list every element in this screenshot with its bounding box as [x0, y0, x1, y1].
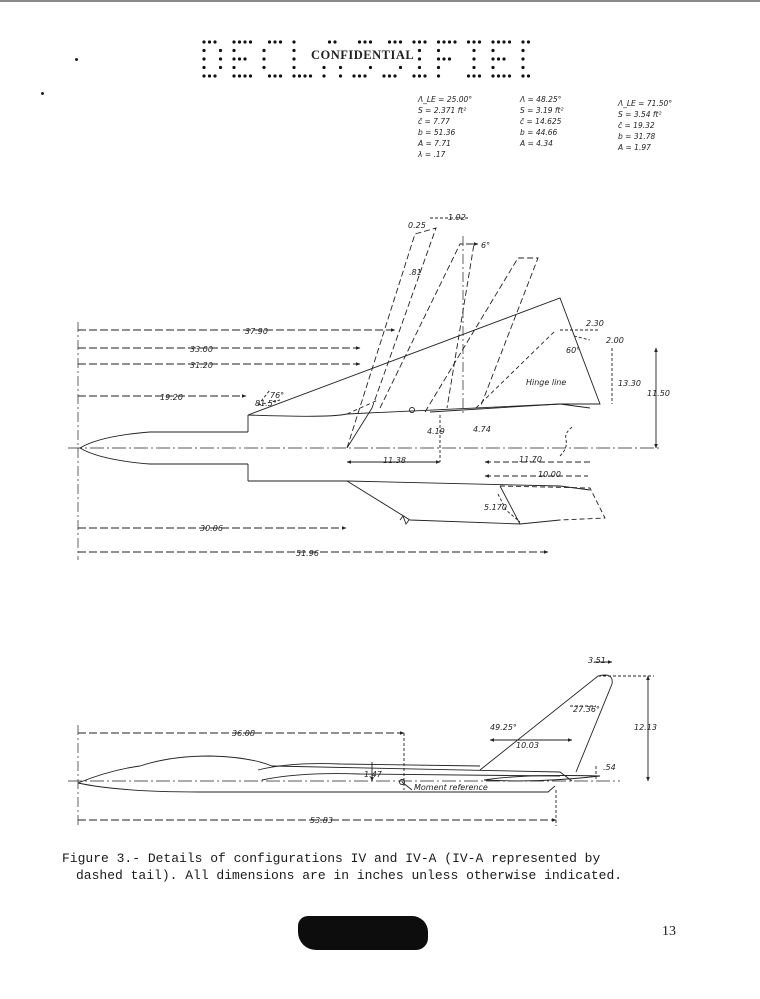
param: b = 31.78 — [618, 132, 656, 141]
figure-caption — [62, 850, 702, 884]
break-mark — [400, 516, 409, 524]
dim-label: 11.38 — [383, 456, 406, 465]
dim-label: 13.30 — [618, 379, 641, 388]
tail-outline-1 — [347, 228, 436, 448]
hinge-line — [476, 330, 556, 408]
plan-view — [68, 218, 660, 560]
dim-label: 1.47 — [364, 770, 382, 779]
param: c̄ = 7.77 — [418, 117, 450, 126]
fuselage-top — [248, 404, 590, 416]
dim-label: 10.03 — [516, 741, 539, 750]
param: c̄ = 14.625 — [520, 117, 562, 126]
moment-leader — [402, 782, 412, 790]
dim-label: 27.36° — [573, 705, 600, 714]
caption-line-1: Figure 3.- Details of configurations IV and IV-A (IV-A represented by — [62, 851, 601, 866]
dim-label: 10.00 — [538, 470, 561, 479]
param: b = 51.36 — [418, 128, 456, 137]
classification-mark: CONFIDENTIAL — [311, 48, 415, 62]
dim-label: 1.92 — [448, 213, 466, 222]
param: S = 3.54 ft² — [618, 110, 662, 119]
dim-label: 30.06 — [200, 524, 223, 533]
wing-root-dashed — [347, 400, 378, 414]
dim-label: 36.08 — [232, 729, 255, 738]
param: Λ = 48.25° — [520, 95, 562, 104]
dim-label: 4.74 — [473, 425, 491, 434]
tail-outline-3 — [425, 258, 538, 412]
dim-label: 31.20 — [190, 361, 213, 370]
lower-surface-2 — [500, 486, 605, 520]
param: A = 4.34 — [520, 139, 553, 148]
param: b = 44.66 — [520, 128, 558, 137]
dim-label: 4.19 — [427, 427, 445, 436]
dim-label: 37.90 — [245, 327, 268, 336]
horizontal-tail — [484, 776, 600, 781]
angle-60 — [574, 336, 590, 340]
pivot-point — [410, 408, 415, 413]
dim-label: 3.51 — [588, 656, 606, 665]
param: A = 7.71 — [418, 139, 451, 148]
dim-label: 53.83 — [310, 816, 333, 825]
dim-label: 2.00 — [606, 336, 624, 345]
param: A = 1.97 — [618, 143, 651, 152]
dim-label: 76° — [270, 391, 285, 400]
side-view — [68, 662, 654, 826]
param: λ = .17 — [418, 150, 446, 159]
dim-label: .81 — [409, 268, 422, 277]
dim-label: Hinge line — [526, 378, 567, 387]
page-number: 13 — [662, 924, 676, 939]
dim-label: 11.70 — [519, 455, 542, 464]
param: S = 3.19 ft² — [520, 106, 564, 115]
redaction-mark — [298, 916, 428, 950]
dim-label: .54 — [603, 763, 616, 772]
dim-label: 6° — [481, 241, 491, 250]
fuselage-bottom — [248, 481, 590, 490]
dim-label: 49.25° — [490, 723, 517, 732]
dim-label: Moment reference — [414, 783, 488, 792]
param: S = 2.371 ft² — [418, 106, 467, 115]
dim-label: 12.13 — [634, 723, 657, 732]
lower-surface-edge — [520, 520, 560, 524]
param: Λ_LE = 71.50° — [618, 99, 673, 108]
side-fuselage-top — [78, 756, 572, 783]
param: Λ_LE = 25.00° — [418, 95, 473, 104]
dim-label: 2.30 — [586, 319, 604, 328]
dim-label: 60° — [566, 346, 581, 355]
dim-label: 19.20 — [160, 393, 183, 402]
param: c̄ = 19.32 — [618, 121, 655, 130]
wing-planform — [248, 298, 600, 415]
dim-label: 81.5° — [255, 399, 277, 408]
break-mark-2 — [560, 426, 574, 456]
caption-line-2: dashed tail). All dimensions are in inches unless otherwise indicated. — [76, 868, 623, 883]
dim-label: 51.96 — [296, 549, 319, 558]
dim-label: 0.25 — [408, 221, 426, 230]
dim-label: 11.50 — [647, 389, 670, 398]
tail-outline-2 — [380, 244, 474, 408]
dim-label: 33.00 — [190, 345, 213, 354]
dim-label: 5.170 — [484, 503, 507, 512]
